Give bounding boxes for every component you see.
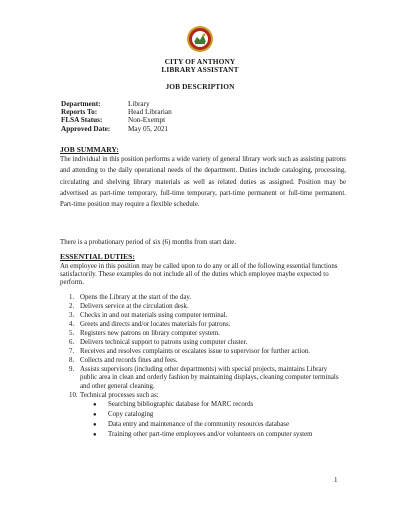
item-number: 8. bbox=[69, 357, 75, 364]
probation-text: There is a probationary period of six (6) months from start date. bbox=[60, 239, 237, 246]
item-number: 3. bbox=[69, 312, 75, 319]
position-title: LIBRARY ASSISTANT bbox=[161, 65, 239, 74]
job-summary-text: The individual in this position performs a wide variety of general library work such as assisting patrons and attending to the daily operational needs of the department. Duties include cataloging, processing, circulating and shelving library materials as well as related duties as assigned. Position may be advertised as part-time temporary, full-time temporary, part-time permanent or full-time permanent. Part-time position may require a flexible schedule. bbox=[60, 156, 346, 209]
item-text: Checks in and out materials using computer terminal. bbox=[80, 312, 228, 319]
meta-row-flsa-status bbox=[61, 116, 172, 124]
item-text: Delivers service at the circulation desk. bbox=[80, 303, 189, 310]
meta-label: Department: bbox=[61, 100, 101, 108]
item-text: Technical processes such as: bbox=[80, 391, 159, 399]
sub-item-text: Searching bibliographic database for MARC records bbox=[108, 401, 254, 409]
item-number: 9. bbox=[69, 366, 75, 373]
item-text: Delivers technical support to patrons using computer cluster. bbox=[80, 339, 248, 346]
list-item bbox=[60, 312, 346, 320]
list-item bbox=[60, 392, 346, 440]
meta-label: Reports To: bbox=[61, 108, 98, 117]
sub-item-text: Copy cataloging bbox=[108, 411, 154, 419]
item-number: 7. bbox=[69, 348, 75, 355]
sub-list-item bbox=[80, 401, 346, 409]
meta-value: Head Librarian bbox=[128, 108, 172, 117]
meta-label: FLSA Status: bbox=[61, 116, 103, 125]
meta-row-department bbox=[61, 100, 172, 108]
meta-row-reports-to bbox=[61, 108, 172, 116]
list-item bbox=[60, 303, 346, 311]
item-text: Greets and directs and/or locates materials for patrons. bbox=[80, 321, 231, 328]
list-item bbox=[60, 348, 346, 356]
item-number: 5. bbox=[69, 330, 75, 337]
document-title: JOB DESCRIPTION bbox=[165, 82, 235, 91]
item-text: Assists supervisors (including other departments) with special projects, maintains Library public area in clean and orderly fashion by maintaining displays, cleaning computer terminals and other general cleaning. bbox=[80, 366, 339, 390]
list-item bbox=[60, 330, 346, 338]
bullet-icon: ● bbox=[93, 412, 97, 419]
item-number: 1. bbox=[69, 294, 75, 301]
city-name: CITY OF ANTHONY bbox=[164, 57, 236, 66]
list-item bbox=[60, 321, 346, 329]
page-number: 1 bbox=[334, 476, 338, 484]
sub-list-item bbox=[80, 431, 346, 439]
essential-duties-intro: An employee in this position may be called upon to do any or all of the following essential functions satisfactorily. These examples do not include all of the duties which employee maybe expected to perform. bbox=[60, 263, 338, 287]
list-item bbox=[60, 294, 346, 302]
sub-item-text: Training other part-time employees and/or volunteers on computer system bbox=[108, 431, 313, 439]
meta-label: Approved Date: bbox=[61, 124, 111, 133]
sub-list-item bbox=[80, 421, 346, 429]
essential-duties-heading: ESSENTIAL DUTIES: bbox=[60, 252, 135, 261]
bullet-icon: ● bbox=[93, 432, 97, 439]
sub-item-text: Data entry and maintenance of the community resources database bbox=[108, 421, 289, 429]
sub-list-item bbox=[80, 411, 346, 419]
meta-value: Non-Exempt bbox=[128, 116, 166, 125]
meta-value: Library bbox=[128, 100, 150, 108]
bullet-icon: ● bbox=[93, 422, 97, 429]
item-number: 6. bbox=[69, 339, 75, 346]
list-item bbox=[60, 357, 346, 365]
job-summary-heading: JOB SUMMARY: bbox=[60, 145, 119, 154]
item-number: 4. bbox=[69, 321, 75, 328]
item-number: 10. bbox=[69, 391, 78, 399]
technical-processes-list bbox=[80, 401, 346, 439]
bullet-icon: ● bbox=[93, 402, 97, 409]
city-seal-icon bbox=[186, 25, 214, 53]
duties-list bbox=[60, 294, 346, 441]
item-text: Collects and records fines and fees. bbox=[80, 357, 178, 364]
job-metadata bbox=[61, 100, 172, 133]
item-text: Registers new patrons on library computer system. bbox=[80, 330, 220, 337]
meta-row-approved-date bbox=[61, 125, 172, 133]
list-item bbox=[60, 339, 346, 347]
item-text: Opens the Library at the start of the day. bbox=[80, 294, 192, 301]
meta-value: May 05, 2021 bbox=[128, 124, 169, 133]
item-number: 2. bbox=[69, 303, 75, 310]
item-text: Receives and resolves complaints or escalates issue to supervisor for further action. bbox=[80, 348, 310, 355]
list-item bbox=[60, 366, 346, 391]
